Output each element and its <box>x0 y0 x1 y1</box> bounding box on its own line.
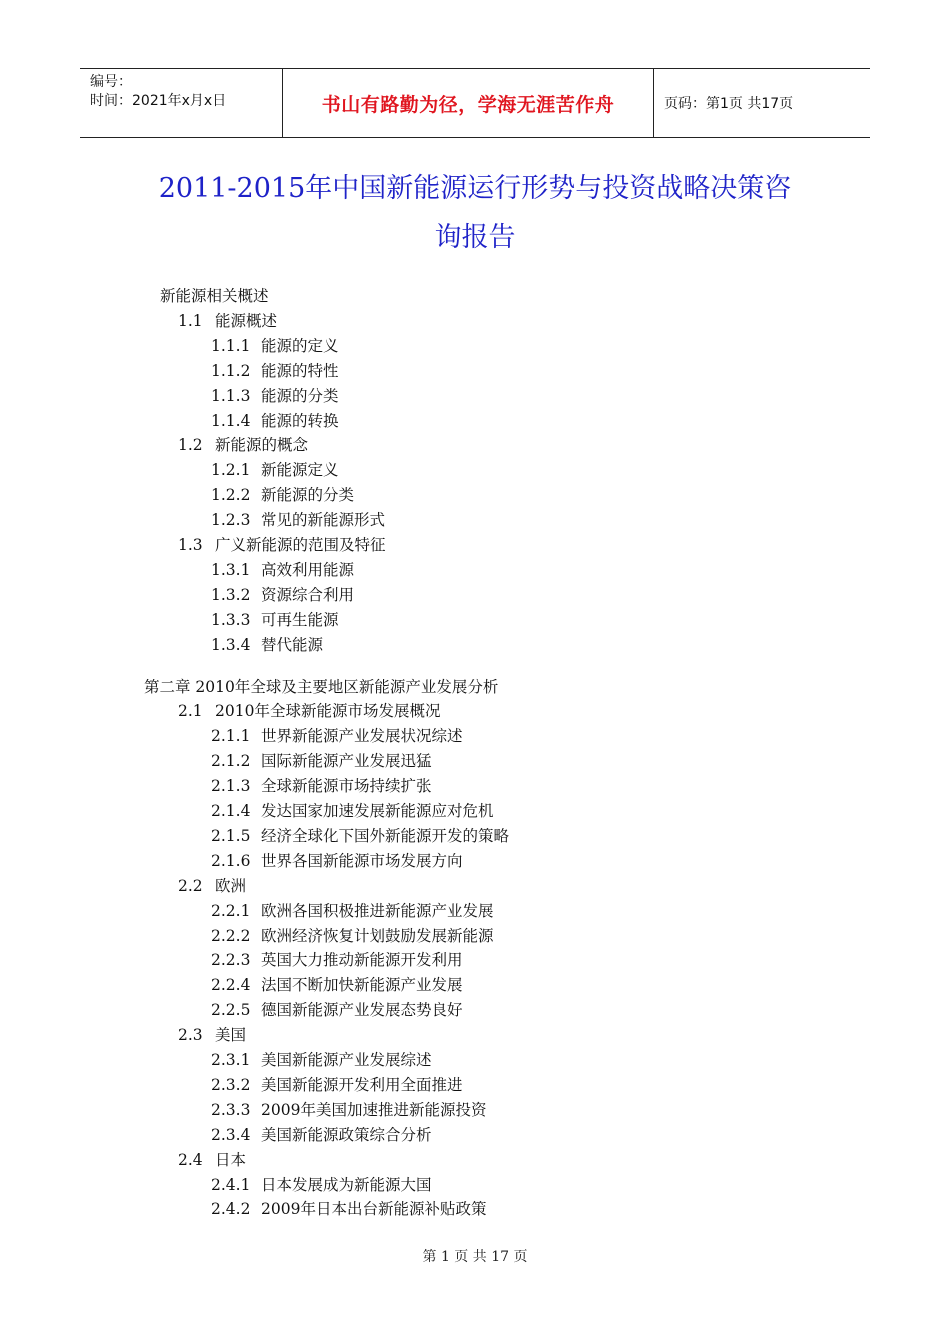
toc-text: 美国新能源产业发展综述 <box>261 1051 432 1069</box>
toc-text: 2009年日本出台新能源补贴政策 <box>261 1200 487 1219</box>
toc-text: 发达国家加速发展新能源应对危机 <box>261 802 494 820</box>
toc-text: 新能源定义 <box>261 461 339 480</box>
toc-number: 2.4.1 <box>211 1175 251 1194</box>
toc-item <box>211 508 385 532</box>
toc-text: 广义新能源的范围及特征 <box>215 536 386 554</box>
toc-text: 经济全球化下国外新能源开发的策略 <box>261 826 510 845</box>
toc-item <box>211 483 354 507</box>
toc-item <box>211 608 339 632</box>
toc-number: 1.3 <box>178 536 203 554</box>
toc-number: 1.2 <box>178 436 203 455</box>
toc-item <box>211 384 339 408</box>
toc-item <box>211 924 494 948</box>
toc-number: 1.1.4 <box>211 411 251 430</box>
toc-text: 英国大力推动新能源开发利用 <box>261 951 463 970</box>
toc-text: 美国新能源开发利用全面推进 <box>261 1075 463 1094</box>
toc-number: 1.1 <box>178 311 203 330</box>
toc-number: 2.1.1 <box>211 727 251 746</box>
toc-item <box>160 284 269 308</box>
toc-text: 第二章 2010年全球及主要地区新能源产业发展分析 <box>144 677 499 696</box>
toc-number: 1.3.1 <box>211 560 251 579</box>
toc-number: 2.4.2 <box>211 1200 251 1219</box>
toc-text: 欧洲 <box>215 876 247 895</box>
toc-text: 世界新能源产业发展状况综述 <box>261 727 463 746</box>
title-line-2: 询报告 <box>434 222 516 253</box>
toc-item <box>211 1073 463 1097</box>
toc-item <box>211 849 463 873</box>
toc-number: 2.2.3 <box>211 951 251 970</box>
toc-number: 2.1.2 <box>211 752 251 771</box>
toc-item <box>211 458 339 482</box>
toc-item <box>178 533 386 557</box>
toc-text: 德国新能源产业发展态势良好 <box>261 1001 463 1020</box>
toc-item <box>211 1098 486 1122</box>
toc-item <box>211 583 354 607</box>
toc-text: 高效利用能源 <box>261 560 355 579</box>
toc-item <box>211 973 463 997</box>
toc-item <box>211 948 463 972</box>
toc-number: 2.3.3 <box>211 1100 251 1119</box>
toc-number: 2.3.4 <box>211 1125 251 1144</box>
number-label: 编号： <box>90 74 132 90</box>
toc-text: 世界各国新能源市场发展方向 <box>261 851 463 870</box>
toc-number: 2.3.2 <box>211 1075 251 1094</box>
report-title <box>120 164 830 262</box>
toc-number: 1.2.3 <box>211 511 251 530</box>
toc-text: 全球新能源市场持续扩张 <box>261 777 432 796</box>
toc-item <box>211 1048 432 1072</box>
toc-item <box>211 998 463 1022</box>
toc-item <box>211 824 509 848</box>
toc-text: 新能源的概念 <box>215 436 309 455</box>
toc-item <box>178 309 277 333</box>
toc-item <box>144 675 498 699</box>
toc-item <box>211 1173 432 1197</box>
toc-text: 能源的转换 <box>261 411 339 430</box>
toc-text: 2009年美国加速推进新能源投资 <box>261 1100 487 1119</box>
toc-item <box>178 699 440 723</box>
toc-number: 2.4 <box>178 1150 203 1169</box>
toc-text: 美国 <box>215 1026 247 1045</box>
toc-text: 替代能源 <box>261 635 324 654</box>
toc-text: 欧洲经济恢复计划鼓励发展新能源 <box>261 926 494 945</box>
toc-item <box>211 774 432 798</box>
toc-number: 1.3.2 <box>211 585 251 604</box>
toc-number: 2.3.1 <box>211 1051 251 1069</box>
toc-text: 2010年全球新能源市场发展概况 <box>215 702 441 721</box>
toc-item <box>211 633 323 657</box>
toc-item <box>178 874 246 898</box>
toc-text: 能源的分类 <box>261 386 339 405</box>
toc-text: 常见的新能源形式 <box>261 511 386 530</box>
toc-number: 1.1.1 <box>211 336 251 355</box>
toc-item <box>211 799 494 823</box>
toc-text: 新能源的分类 <box>261 486 355 505</box>
toc-text: 新能源相关概述 <box>160 287 269 305</box>
toc-number: 2.2.5 <box>211 1001 251 1020</box>
toc-number: 2.1.5 <box>211 826 251 845</box>
toc-item <box>211 334 339 358</box>
toc-text: 能源概述 <box>215 311 278 330</box>
toc-number: 2.1.3 <box>211 777 251 796</box>
toc-number: 1.2.2 <box>211 486 251 505</box>
toc-text: 欧洲各国积极推进新能源产业发展 <box>261 901 494 920</box>
toc-item <box>211 899 494 923</box>
toc-item <box>211 749 432 773</box>
motto: 书山有路勤为径，学海无涯苦作舟 <box>282 69 654 137</box>
time-label: 时间：2021年x月x日 <box>90 93 227 109</box>
toc-number: 1.3.4 <box>211 635 251 654</box>
toc-item <box>211 724 463 748</box>
toc-text: 日本 <box>215 1150 247 1169</box>
toc-item <box>178 1148 246 1172</box>
toc-text: 能源的定义 <box>261 336 339 355</box>
toc-item <box>211 1197 486 1221</box>
toc-number: 1.1.3 <box>211 386 251 405</box>
toc-number: 1.2.1 <box>211 461 251 480</box>
toc-text: 能源的特性 <box>261 361 339 380</box>
toc-text: 资源综合利用 <box>261 585 355 604</box>
toc-item <box>211 558 354 582</box>
toc-item <box>211 409 339 433</box>
toc-number: 1.3.3 <box>211 610 251 629</box>
document-header <box>80 68 870 138</box>
toc-number: 2.1.6 <box>211 851 251 870</box>
toc-number: 2.3 <box>178 1026 203 1045</box>
toc-number: 2.2.4 <box>211 976 251 995</box>
toc-text: 国际新能源产业发展迅猛 <box>261 752 432 771</box>
toc-text: 美国新能源政策综合分析 <box>261 1125 432 1144</box>
toc-text: 法国不断加快新能源产业发展 <box>261 976 463 995</box>
title-line-1: 2011-2015年中国新能源运行形势与投资战略决策咨 <box>158 173 792 204</box>
toc-number: 2.1.4 <box>211 802 251 820</box>
toc-number: 2.2.1 <box>211 901 251 920</box>
toc-text: 日本发展成为新能源大国 <box>261 1175 432 1194</box>
header-left-cell <box>80 69 282 137</box>
page-info: 页码：第1页 共17页 <box>664 96 794 112</box>
toc-number: 2.1 <box>178 702 203 721</box>
toc-item <box>178 1023 246 1047</box>
toc-item <box>211 359 339 383</box>
toc-text: 可再生能源 <box>261 610 339 629</box>
toc-number: 2.2 <box>178 876 203 895</box>
toc-item <box>178 433 308 457</box>
page-footer: 第 1 页 共 17 页 <box>422 1249 528 1265</box>
toc-number: 1.1.2 <box>211 361 251 380</box>
toc-item <box>211 1123 432 1147</box>
toc-number: 2.2.2 <box>211 926 251 945</box>
